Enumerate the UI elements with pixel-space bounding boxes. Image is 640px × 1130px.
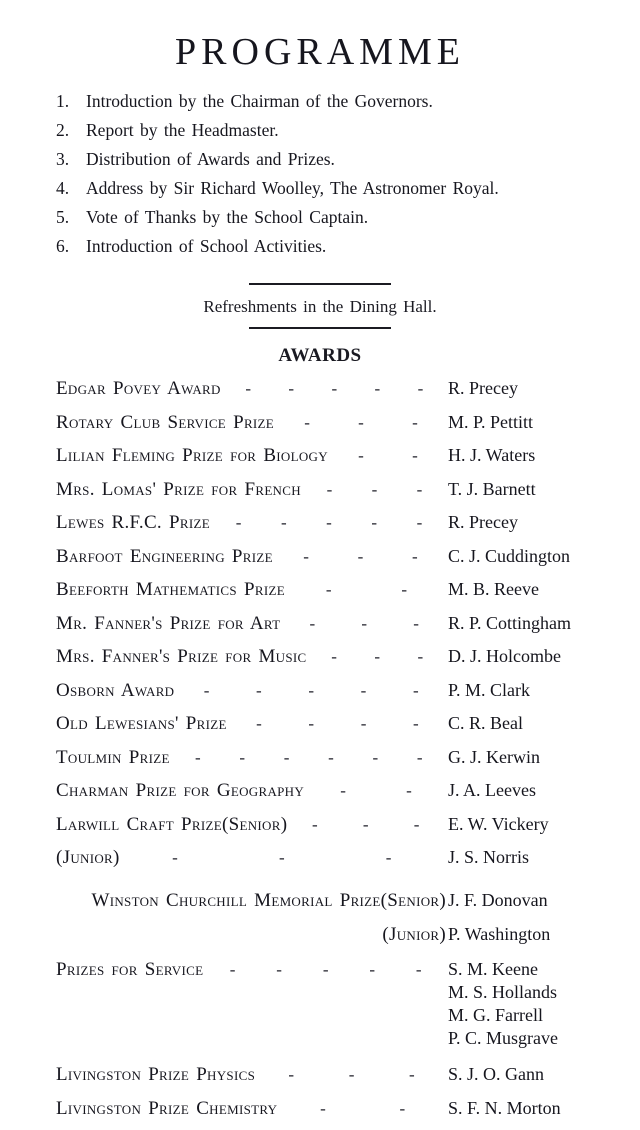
award-recipients [446, 746, 630, 769]
leader-dots: - - - - - [229, 960, 422, 980]
award-recipients [446, 1063, 630, 1086]
leader-dots: - - [358, 446, 418, 466]
leader-dots: - - - [326, 479, 423, 499]
recipient-name: R. P. Cottingham [448, 612, 572, 633]
award-name: Winston Churchill Memorial Prize [91, 891, 381, 911]
leader-dots: - - - - - - [195, 747, 423, 767]
list-item-label: Report by the Headmaster. [86, 120, 279, 140]
table-row [56, 444, 630, 478]
recipient-name: C. J. Cuddington [448, 545, 571, 566]
award-name: Beeforth Mathematics Prize [56, 580, 285, 600]
award-label-cell [56, 614, 446, 633]
table-row [56, 612, 630, 646]
recipient-name: R. Precey [448, 512, 518, 533]
award-recipients [446, 411, 630, 434]
award-label-cell [56, 960, 446, 979]
award-label-cell [56, 815, 446, 834]
list-item-number: 2. [56, 120, 70, 140]
award-label-cell [56, 513, 446, 532]
award-recipients [446, 813, 630, 836]
table-row [56, 1097, 630, 1130]
award-label-cell [56, 714, 446, 733]
recipient-name: M. B. Reeve [448, 579, 539, 600]
award-recipients [446, 645, 630, 668]
award-name: Mrs. Lomas' Prize for French [56, 479, 301, 499]
award-name: Lilian Fleming Prize for Biology [56, 446, 328, 466]
award-qualifier: (Junior) [56, 848, 120, 868]
recipient-name: D. J. Holcombe [448, 646, 561, 667]
award-name: Charman Prize for Geography [56, 781, 305, 801]
award-name: Rotary Club Service Prize [56, 412, 275, 432]
table-row [56, 846, 630, 881]
awards-list [0, 377, 640, 1130]
leader-dots: - - - [309, 613, 419, 633]
recipient-name: T. J. Barnett [448, 478, 536, 499]
award-name: Larwill Craft Prize [56, 814, 222, 834]
award-recipients [446, 377, 630, 400]
award-name: Mrs. Fanner's Prize for Music [56, 647, 307, 667]
award-name: Lewes R.F.C. Prize [56, 513, 210, 533]
table-row [56, 645, 630, 679]
list-item-number: 6. [56, 236, 70, 256]
leader-dots: - - - [288, 1065, 415, 1085]
award-recipients [446, 444, 630, 467]
list-item-number: 3. [56, 149, 70, 169]
award-recipients [446, 612, 630, 635]
recipient-name: E. W. Vickery [448, 813, 549, 834]
list-item-label: Address by Sir Richard Woolley, The Astronomer Royal. [86, 178, 499, 198]
recipient-name: J. A. Leeves [448, 780, 536, 801]
table-row [56, 679, 630, 713]
recipient-name: P. M. Clark [448, 679, 531, 700]
leader-dots: - - - - - [245, 379, 424, 398]
leader-dots: - - - - - [235, 513, 423, 533]
award-label-cell [56, 681, 446, 700]
recipient-name: H. J. Waters [448, 445, 536, 466]
refreshments-block [0, 267, 640, 329]
table-row [56, 411, 630, 445]
award-label-cell [56, 748, 446, 767]
recipient-name: P. C. Musgrave [448, 1028, 559, 1049]
award-qualifier: (Senior) [380, 891, 446, 911]
recipient-name: S. J. O. Gann [448, 1064, 545, 1085]
leader-dots: - - - [331, 647, 424, 667]
page-title: PROGRAMME [175, 31, 465, 73]
award-name: Osborn Award [56, 680, 175, 700]
award-name: Edgar Povey Award [56, 379, 221, 398]
list-item-label: Vote of Thanks by the School Captain. [86, 207, 369, 227]
list-item [0, 180, 640, 209]
table-row [56, 746, 630, 780]
award-recipients [446, 846, 630, 869]
programme-list [0, 71, 640, 267]
award-label-cell [56, 379, 446, 398]
table-row [56, 511, 630, 545]
award-recipients [446, 889, 630, 912]
list-item [0, 151, 640, 180]
award-recipients [446, 478, 630, 501]
list-item [0, 93, 640, 122]
table-row [56, 958, 630, 1063]
list-item [0, 122, 640, 151]
list-item-number: 4. [56, 178, 70, 198]
leader-dots: - - [340, 781, 412, 801]
list-item [0, 238, 640, 267]
award-recipients [446, 545, 630, 568]
award-label-cell [56, 547, 446, 566]
recipient-name: M. P. Pettitt [448, 411, 534, 432]
award-name: Barfoot Engineering Prize [56, 546, 273, 566]
award-name: Prizes for Service [56, 960, 204, 980]
list-item-label: Distribution of Awards and Prizes. [86, 149, 335, 169]
award-label-cell [56, 781, 446, 800]
table-row [56, 377, 630, 411]
table-row [56, 813, 630, 847]
award-recipients [446, 511, 630, 534]
table-row [56, 545, 630, 579]
recipient-name: M. G. Farrell [448, 1005, 543, 1026]
award-recipients [446, 1097, 630, 1120]
award-name: Livingston Prize Physics [56, 1065, 256, 1085]
list-item-number: 1. [56, 91, 70, 111]
award-recipients [446, 578, 630, 601]
awards-heading: AWARDS [278, 345, 362, 366]
award-name: Mr. Fanner's Prize for Art [56, 613, 281, 633]
award-qualifier: (Junior) [382, 925, 446, 944]
recipient-name: P. Washington [448, 924, 551, 944]
table-row [56, 881, 630, 923]
list-item-label: Introduction of School Activities. [86, 236, 327, 256]
award-recipients [446, 779, 630, 802]
recipient-name: J. F. Donovan [448, 890, 548, 911]
list-item [0, 209, 640, 238]
award-label-cell [56, 413, 446, 432]
award-recipients [446, 958, 630, 1050]
leader-dots: - - - [172, 848, 392, 868]
list-item-number: 5. [56, 207, 70, 227]
award-name: Toulmin Prize [56, 747, 170, 767]
award-recipients [446, 923, 630, 946]
recipient-name: J. S. Norris [448, 847, 530, 868]
award-label-cell [56, 480, 446, 499]
leader-dots: - - - - - [203, 680, 419, 700]
table-row [56, 779, 630, 813]
recipient-name: S. M. Keene [448, 959, 538, 980]
award-label-cell [56, 446, 446, 465]
recipient-name: R. Precey [448, 378, 518, 398]
award-label-cell [56, 1099, 446, 1118]
recipient-name: C. R. Beal [448, 713, 523, 734]
award-label-cell [56, 848, 446, 867]
award-recipients [446, 712, 630, 735]
award-qualifier: (Senior) [221, 814, 288, 834]
recipient-name: S. F. N. Morton [448, 1097, 561, 1118]
table-row [56, 478, 630, 512]
leader-dots: - - - [304, 412, 418, 432]
leader-dots: - - - - [256, 714, 419, 734]
award-label-cell [56, 580, 446, 599]
recipient-name: G. J. Kerwin [448, 746, 540, 767]
award-label-cell [56, 925, 446, 944]
award-label-cell [56, 891, 446, 910]
leader-dots: - - - [311, 814, 420, 834]
award-label-cell [56, 1065, 446, 1084]
award-name: Livingston Prize Chemistry [56, 1098, 278, 1118]
table-row [56, 923, 630, 958]
award-label-cell [56, 647, 446, 666]
recipient-name: M. S. Hollands [448, 982, 558, 1003]
refreshments-text: Refreshments in the Dining Hall. [203, 297, 437, 316]
leader-dots: - - - [303, 546, 418, 566]
table-row [56, 712, 630, 746]
list-item-label: Introduction by the Chairman of the Governors. [86, 91, 433, 111]
leader-dots: - - [325, 580, 408, 600]
table-row [56, 1063, 630, 1097]
table-row [56, 578, 630, 612]
leader-dots: - - [320, 1098, 406, 1118]
award-recipients [446, 679, 630, 702]
award-name: Old Lewesians' Prize [56, 714, 227, 734]
